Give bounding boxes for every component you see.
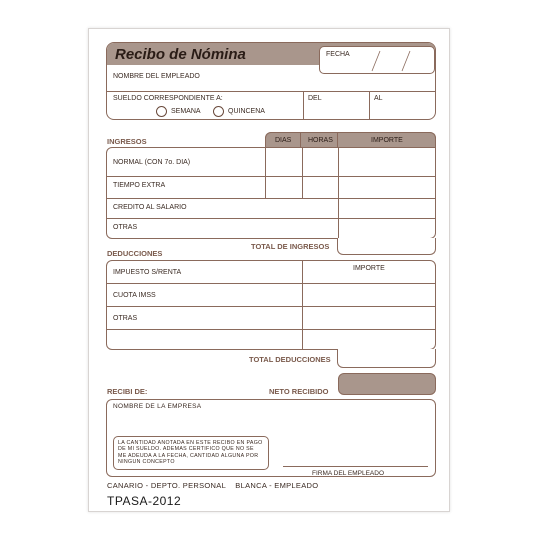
ingreso-row-otras: OTRAS — [113, 224, 138, 231]
empleado-label: NOMBRE DEL EMPLEADO — [113, 73, 200, 80]
ing-row-line-2 — [107, 198, 436, 199]
al-divider — [369, 91, 370, 120]
total-deducciones-field[interactable] — [337, 349, 436, 368]
neto-field[interactable] — [338, 373, 436, 395]
firma-label: FIRMA DEL EMPLEADO — [312, 470, 384, 477]
ingreso-row-credito: CREDITO AL SALARIO — [113, 204, 187, 211]
ingresos-table — [106, 147, 436, 239]
form-title: Recibo de Nómina — [115, 46, 246, 63]
empresa-label: NOMBRE DE LA EMPRESA — [113, 403, 202, 410]
ing-col-line-1 — [265, 148, 266, 198]
del-label: DEL — [308, 95, 322, 102]
ing-col-line-3 — [338, 148, 339, 239]
firma-line — [283, 466, 428, 467]
col-horas: HORAS — [308, 137, 333, 144]
del-divider — [303, 91, 304, 120]
al-label: AL — [374, 95, 383, 102]
legal-text: LA CANTIDAD ANOTADA EN ESTE RECIBO EN PAGO DE MI SUELDO. ADEMAS CERTIFICO QUE NO SE ME ADEUDA A LA FECHA, CANTIDAD ALGUNA POR NINGUN CONCEPTO — [118, 440, 263, 465]
empresa-box — [106, 399, 436, 477]
ing-col-line-2 — [302, 148, 303, 198]
sueldo-label: SUELDO CORRESPONDIENTE A: — [113, 95, 223, 102]
semana-radio[interactable] — [156, 106, 167, 117]
total-ingresos-label: TOTAL DE INGRESOS — [251, 242, 330, 251]
ing-row-line-3 — [107, 218, 436, 219]
ded-row-line-3 — [107, 329, 436, 330]
date-dividers — [358, 49, 432, 73]
fecha-label: FECHA — [326, 51, 350, 58]
total-ingresos-field[interactable] — [337, 238, 436, 255]
semana-label: SEMANA — [171, 108, 201, 115]
col-importe: IMPORTE — [371, 137, 403, 144]
quincena-radio[interactable] — [213, 106, 224, 117]
ded-row-line-1 — [107, 283, 436, 284]
ded-col-line — [302, 261, 303, 350]
recibi-label: RECIBI DE: — [107, 387, 148, 396]
ingresos-label: INGRESOS — [107, 137, 147, 146]
header-box — [106, 42, 436, 120]
header-divider — [107, 91, 436, 92]
deduccion-row-imss: CUOTA IMSS — [113, 292, 156, 299]
neto-label: NETO RECIBIDO — [269, 387, 329, 396]
hdr-sep-2 — [337, 133, 338, 148]
payroll-receipt-form — [88, 28, 450, 512]
deduccion-row-otras: OTRAS — [113, 315, 138, 322]
deducciones-label: DEDUCCIONES — [107, 249, 163, 258]
ing-row-line-1 — [107, 176, 436, 177]
form-code: TPASA-2012 — [107, 494, 182, 508]
ded-row-line-2 — [107, 306, 436, 307]
col-dias: DIAS — [275, 137, 292, 144]
hdr-sep-1 — [300, 133, 301, 148]
deducciones-table — [106, 260, 436, 350]
copies-legend: CANARIO - DEPTO. PERSONAL BLANCA - EMPLEADO — [107, 481, 319, 490]
deduccion-row-isr: IMPUESTO S/RENTA — [113, 269, 182, 276]
ingreso-row-normal: NORMAL (CON 7o. DIA) — [113, 159, 191, 166]
total-deducciones-label: TOTAL DEDUCCIONES — [249, 355, 331, 364]
ingreso-row-extra: TIEMPO EXTRA — [113, 182, 166, 189]
quincena-label: QUINCENA — [228, 108, 265, 115]
fecha-field[interactable] — [319, 46, 435, 74]
deduccion-importe-header: IMPORTE — [353, 265, 385, 272]
legal-box — [113, 436, 269, 470]
